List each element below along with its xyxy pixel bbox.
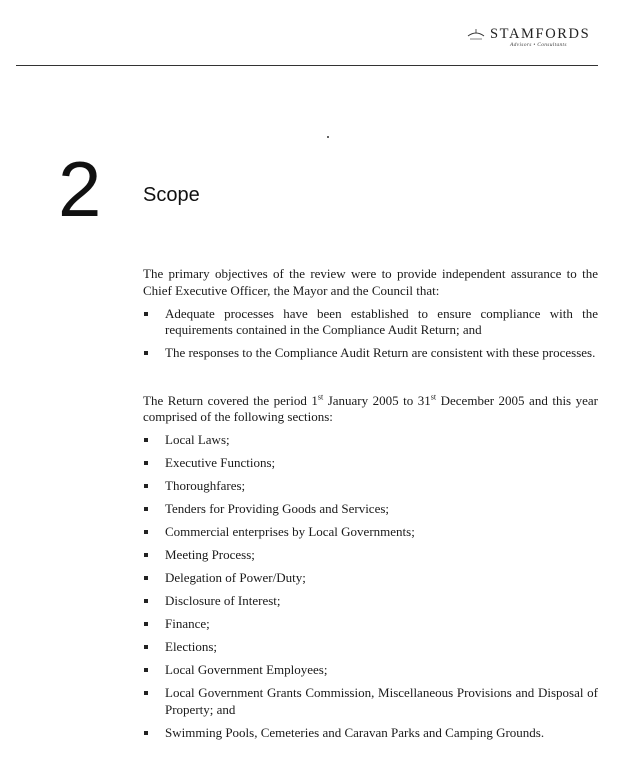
bullet-icon bbox=[144, 576, 148, 580]
list-item: Meeting Process; bbox=[143, 547, 598, 564]
period-paragraph: The Return covered the period 1st January 2005 to 31st December 2005 and this year comprised of the following sections: bbox=[143, 392, 598, 424]
bullet-icon bbox=[144, 731, 148, 735]
bullet-icon bbox=[144, 645, 148, 649]
logo-tagline: Advisors • Consultants bbox=[510, 42, 567, 48]
bullet-icon bbox=[144, 507, 148, 511]
logo-emblem-icon bbox=[466, 28, 486, 42]
sections-list bbox=[143, 432, 598, 741]
bullet-icon bbox=[144, 438, 148, 442]
list-item: Elections; bbox=[143, 639, 598, 656]
intro-paragraph: The primary objectives of the review were to provide independent assurance to the Chief Executive Officer, the Mayor and the Council that: bbox=[143, 266, 598, 298]
scan-speck bbox=[327, 136, 329, 138]
list-item: Tenders for Providing Goods and Services; bbox=[143, 501, 598, 518]
list-item: Thoroughfares; bbox=[143, 478, 598, 495]
list-item: Swimming Pools, Cemeteries and Caravan Parks and Camping Grounds. bbox=[143, 725, 598, 742]
list-item: Disclosure of Interest; bbox=[143, 593, 598, 610]
stamfords-logo bbox=[466, 26, 594, 48]
body-text bbox=[143, 266, 598, 741]
bullet-icon bbox=[144, 312, 148, 316]
bullet-icon bbox=[144, 530, 148, 534]
bullet-icon bbox=[144, 351, 148, 355]
chapter-number: 2 bbox=[58, 145, 102, 233]
list-item: Local Government Grants Commission, Miscellaneous Provisions and Disposal of Property; and bbox=[143, 685, 598, 718]
list-item: The responses to the Compliance Audit Return are consistent with these processes. bbox=[143, 345, 598, 362]
bullet-icon bbox=[144, 461, 148, 465]
bullet-icon bbox=[144, 484, 148, 488]
list-item: Local Government Employees; bbox=[143, 662, 598, 679]
objectives-list bbox=[143, 306, 598, 362]
list-item: Executive Functions; bbox=[143, 455, 598, 472]
list-item: Commercial enterprises by Local Governments; bbox=[143, 524, 598, 541]
list-item: Local Laws; bbox=[143, 432, 598, 449]
bullet-icon bbox=[144, 691, 148, 695]
list-item: Finance; bbox=[143, 616, 598, 633]
bullet-icon bbox=[144, 553, 148, 557]
list-item: Adequate processes have been established to ensure compliance with the requirements contained in the Compliance Audit Return; and bbox=[143, 306, 598, 339]
logo-name: STAMFORDS bbox=[490, 26, 591, 42]
bullet-icon bbox=[144, 622, 148, 626]
bullet-icon bbox=[144, 599, 148, 603]
header-rule bbox=[16, 65, 598, 66]
bullet-icon bbox=[144, 668, 148, 672]
chapter-title: Scope bbox=[143, 184, 200, 206]
list-item: Delegation of Power/Duty; bbox=[143, 570, 598, 587]
